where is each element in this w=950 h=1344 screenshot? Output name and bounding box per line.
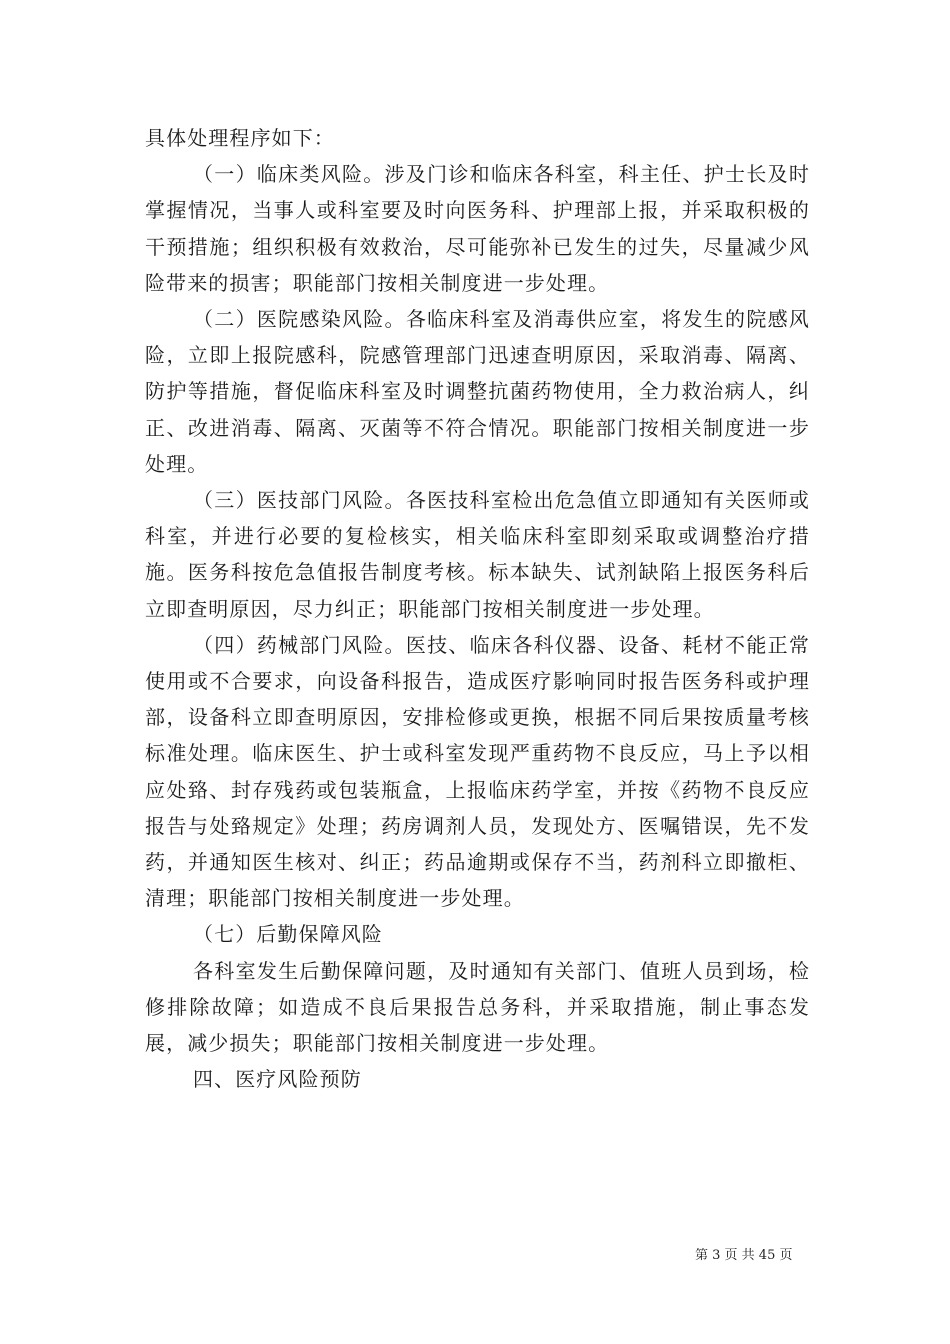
section-heading-risk-prevention: 四、医疗风险预防 xyxy=(193,1067,362,1092)
paragraph-infection-risk: （二）医院感染风险。各临床科室及消毒供应室，将发生的院感风险，立即上报院感科，院感管理部门迅速查明原因，采取消毒、隔离、防护等措施，督促临床科室及时调整抗菌药物使用，全力救治病人，纠正、改进消毒、隔离、灭菌等不符合情况。职能部门按相关制度进一步处理。 xyxy=(145,307,810,476)
paragraph-clinical-risk: （一）临床类风险。涉及门诊和临床各科室，科主任、护士长及时掌握情况，当事人或科室要及时向医务科、护理部上报，并采取积极的干预措施；组织积极有效救治，尽可能弥补已发生的过失，尽量减少风险带来的损害；职能部门按相关制度进一步处理。 xyxy=(145,162,810,295)
page-number-footer: 第 3 页 共 45 页 xyxy=(695,1248,793,1263)
paragraph-medtech-risk: （三）医技部门风险。各医技科室检出危急值立即通知有关医师或科室，并进行必要的复检核实，相关临床科室即刻采取或调整治疗措施。医务科按危急值报告制度考核。标本缺失、试剂缺陷上报医务科后立即查明原因，尽力纠正；职能部门按相关制度进一步处理。 xyxy=(145,488,810,621)
paragraph-pharmacy-equipment-risk: （四）药械部门风险。医技、临床各科仪器、设备、耗材不能正常使用或不合要求，向设备科报告，造成医疗影响同时报告医务科或护理部，设备科立即查明原因，安排检修或更换，根据不同后果按质量考核标准处理。临床医生、护士或科室发现严重药物不良反应，马上予以相应处臵、封存残药或包装瓶盒，上报临床药学室，并按《药物不良反应报告与处臵规定》处理；药房调剂人员，发现处方、医嘱错误，先不发药，并通知医生核对、纠正；药品逾期或保存不当，药剂科立即撤柜、清理；职能部门按相关制度进一步处理。 xyxy=(145,632,810,911)
paragraph-logistics-body: 各科室发生后勤保障问题，及时通知有关部门、值班人员到场，检修排除故障；如造成不良后果报告总务科，并采取措施，制止事态发展，减少损失；职能部门按相关制度进一步处理。 xyxy=(145,958,810,1056)
paragraph-logistics-heading: （七）后勤保障风险 xyxy=(193,922,383,947)
paragraph-intro: 具体处理程序如下： xyxy=(145,126,335,150)
document-body xyxy=(145,120,810,1097)
